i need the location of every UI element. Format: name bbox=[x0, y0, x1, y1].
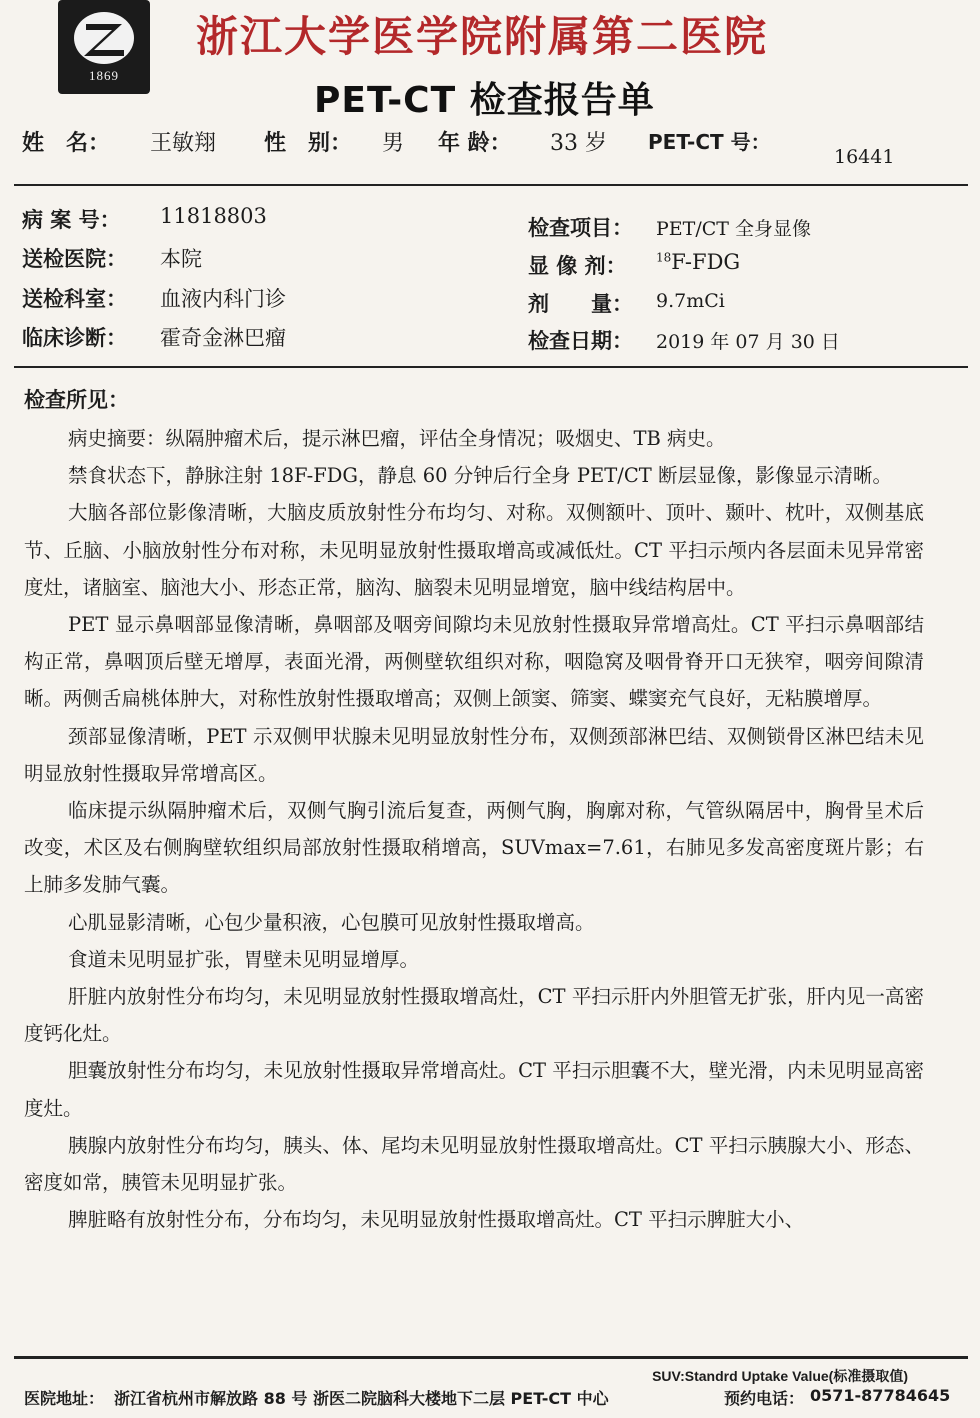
patient-name: 王敏翔 bbox=[150, 131, 217, 156]
diagnosis-label: 临床诊断： bbox=[22, 326, 127, 350]
logo-year: 1869 bbox=[89, 68, 119, 83]
exam-item-label: 检查项目： bbox=[528, 216, 633, 240]
finding-history: 病史摘要：纵隔肿瘤术后，提示淋巴瘤，评估全身情况；吸烟史、TB 病史。 bbox=[68, 427, 726, 450]
patient-row bbox=[0, 126, 980, 166]
finding-heart: 心肌显影清晰，心包少量积液，心包膜可见放射性摄取增高。 bbox=[68, 910, 595, 934]
finding-pancreas: 胰腺内放射性分布均匀，胰头、体、尾均未见明显放射性摄取增高灶。CT 平扫示胰腺大小、形态、密度如常，胰管未见明显扩张。 bbox=[24, 1133, 924, 1195]
referring-hospital: 本院 bbox=[160, 247, 202, 271]
dept-label: 送检科室： bbox=[22, 287, 127, 311]
clinical-diagnosis: 霍奇金淋巴瘤 bbox=[160, 326, 286, 350]
finding-esophagus: 食道未见明显扩张，胃壁未见明显增厚。 bbox=[68, 947, 420, 971]
dose-label: 剂 量： bbox=[528, 292, 633, 316]
patient-sex: 男 bbox=[382, 131, 405, 156]
finding-method: 禁食状态下，静脉注射 18F-FDG，静息 60 分钟后行全身 PET/CT 断层显像，影像显示清晰。 bbox=[68, 464, 892, 488]
patient-age: 33 岁 bbox=[550, 131, 607, 156]
footer-divider bbox=[14, 1356, 968, 1359]
exam-item: PET/CT 全身显像 bbox=[656, 218, 811, 240]
case-no: 11818803 bbox=[160, 204, 267, 228]
z-logo-icon bbox=[72, 10, 136, 66]
finding-spleen: 脾脏略有放射性分布，分布均匀，未见明显放射性摄取增高灶。CT 平扫示脾脏大小、 bbox=[68, 1208, 805, 1232]
report-title: PET-CT 检查报告单 bbox=[314, 80, 655, 121]
referring-dept: 血液内科门诊 bbox=[160, 287, 286, 311]
finding-chest: 临床提示纵隔肿瘤术后，双侧气胸引流后复查，两侧气胸，胸廓对称，气管纵隔居中，胸骨呈术后改变，术区及右侧胸壁软组织局部放射性摄取稍增高，SUVmax=7.61，右肺见多发高密度斑片影；右上肺多发肺气囊。 bbox=[24, 799, 924, 897]
imaging-agent bbox=[656, 250, 740, 274]
name-label: 姓 名： bbox=[22, 131, 111, 156]
hospital-label: 送检医院： bbox=[22, 247, 127, 271]
agent-label: 显 像 剂： bbox=[528, 254, 627, 278]
suv-note: SUV:Standrd Uptake Value(标准摄取值) bbox=[652, 1368, 908, 1384]
info-divider bbox=[14, 366, 968, 368]
dose: 9.7mCi bbox=[656, 290, 725, 312]
case-no-label: 病 案 号： bbox=[22, 208, 121, 232]
header-divider bbox=[14, 184, 968, 186]
exam-date: 2019 年 07 月 30 日 bbox=[656, 331, 840, 353]
agent-isotope: 18 bbox=[656, 250, 672, 265]
sex-label: 性 别： bbox=[264, 131, 353, 156]
address-label: 医院地址： bbox=[24, 1389, 105, 1408]
age-label: 年 龄： bbox=[438, 131, 512, 156]
petct-no: 16441 bbox=[834, 146, 895, 168]
findings-body bbox=[24, 420, 924, 1238]
finding-gallbladder: 胆囊放射性分布均匀，未见放射性摄取异常增高灶。CT 平扫示胆囊不大，壁光滑，内未见明显高密度灶。 bbox=[24, 1059, 924, 1120]
finding-brain: 大脑各部位影像清晰，大脑皮质放射性分布均匀、对称。双侧额叶、顶叶、颞叶、枕叶，双侧基底节、丘脑、小脑放射性分布对称，未见明显放射性摄取增高或减低灶。CT 平扫示颅内各层面未见异常密度灶，诸脑室、脑池大小、形态正常，脑沟、脑裂未见明显增宽，脑中线结构居中。 bbox=[24, 501, 924, 599]
hospital-address: 浙江省杭州市解放路 88 号 浙医二院脑科大楼地下二层 PET-CT 中心 bbox=[114, 1389, 609, 1408]
finding-liver: 肝脏内放射性分布均匀，未见明显放射性摄取增高灶，CT 平扫示肝内外胆管无扩张，肝内见一高密度钙化灶。 bbox=[24, 985, 924, 1046]
finding-nasopharynx: PET 显示鼻咽部显像清晰，鼻咽部及咽旁间隙均未见放射性摄取异常增高灶。CT 平扫示鼻咽部结构正常，鼻咽顶后壁无增厚，表面光滑，两侧壁软组织对称，咽隐窝及咽骨脊开口无狭窄，咽旁间隙清晰。两侧舌扁桃体肿大，对称性放射性摄取增高；双侧上颌窦、筛窦、蝶窦充气良好，无粘膜增厚。 bbox=[24, 613, 924, 711]
hospital-name: 浙江大学医学院附属第二医院 bbox=[196, 12, 769, 61]
finding-neck: 颈部显像清晰，PET 示双侧甲状腺未见明显放射性分布，双侧颈部淋巴结、双侧锁骨区淋巴结未见明显放射性摄取异常增高区。 bbox=[24, 724, 924, 785]
agent-name: F-FDG bbox=[671, 250, 741, 274]
findings-title: 检查所见： bbox=[24, 388, 129, 412]
appointment-phone: 0571-87784645 bbox=[810, 1386, 951, 1405]
hospital-logo bbox=[58, 0, 150, 94]
phone-label: 预约电话： bbox=[724, 1389, 805, 1408]
date-label: 检查日期： bbox=[528, 329, 633, 353]
petct-no-label: PET-CT 号： bbox=[648, 130, 771, 154]
